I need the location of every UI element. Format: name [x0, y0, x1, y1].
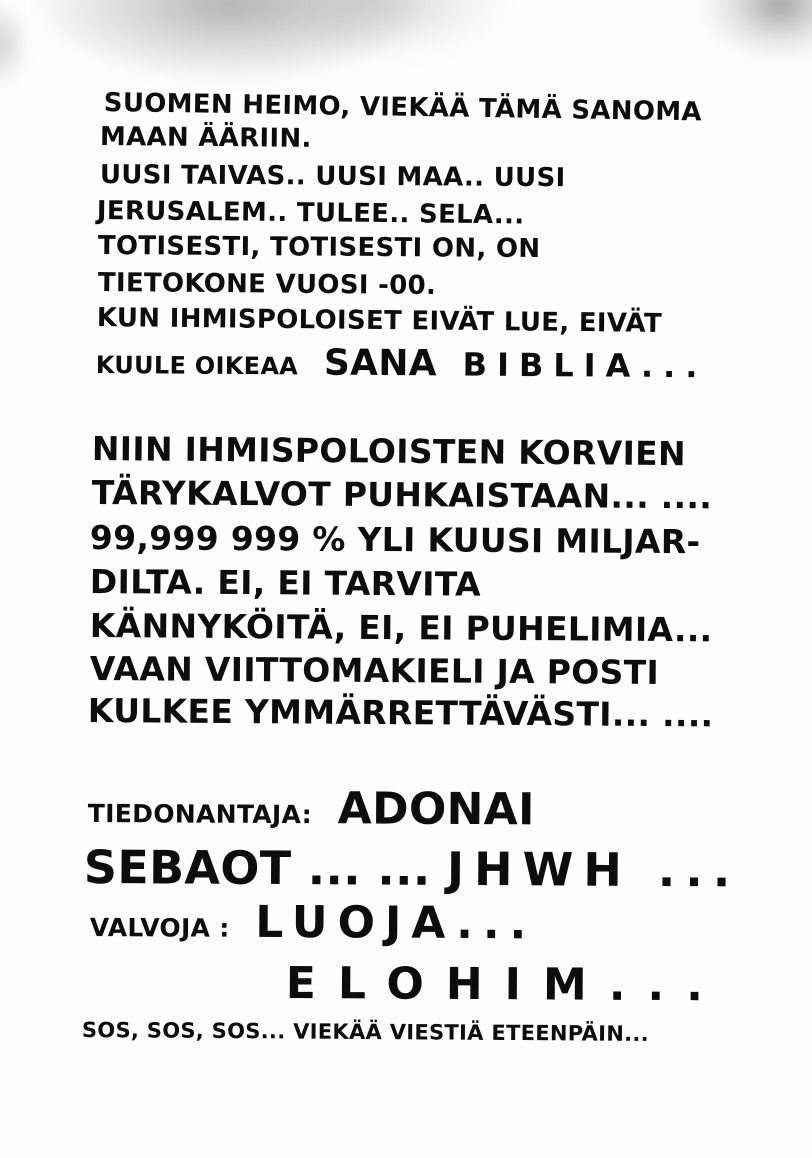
emphasis-word: SANA [323, 342, 438, 385]
scan-shadow [0, 0, 30, 90]
text-line: TOTISESTI, TOTISESTI ON, ON [97, 231, 541, 265]
text-line: DILTA. EI, EI TARVITA [89, 562, 482, 604]
text-line: 99,999 999 % YLI KUUSI MILJAR- [89, 518, 701, 562]
sebaot-text: SEBAOT ... ... [83, 840, 431, 896]
informant-name: ADONAI [337, 783, 535, 836]
text-line [96, 344, 708, 384]
supervisor-name: LUOJA... [255, 896, 537, 950]
elohim-text: ELOHIM... [285, 958, 726, 1012]
text-line [83, 840, 741, 898]
text-line: UUSI TAIVAS.. UUSI MAA.. UUSI [99, 160, 566, 194]
text-line: KÄNNYKÖITÄ, EI, EI PUHELIMIA... [89, 606, 713, 650]
text-line [87, 783, 535, 836]
text-line: NIIN IHMISPOLOISTEN KORVIEN [91, 429, 687, 474]
jhwh-text: JHWH ... [446, 841, 741, 898]
text-line: KULKEE YMMÄRRETTÄVÄSTI... .... [87, 691, 714, 735]
text-line: JERUSALEM.. TULEE.. SELA... [96, 196, 525, 231]
text-line [89, 896, 537, 950]
text-line: TÄRYKALVOT PUHKAISTAAN... .... [91, 473, 713, 517]
emphasis-word: BIBLIA... [462, 345, 708, 386]
closing-line: SOS, SOS, SOS... VIEKÄÄ VIESTIÄ ETEENPÄIN... [81, 1018, 650, 1046]
scan-shadow [700, 0, 812, 60]
text-line: SUOMEN HEIMO, VIEKÄÄ TÄMÄ SANOMA [103, 88, 703, 128]
informant-label: TIEDONANTAJA: [87, 798, 313, 830]
text-line: TIETOKONE VUOSI -00. [97, 268, 437, 301]
text-line: MAAN ÄÄRIIN. [99, 122, 312, 154]
text-line: KUN IHMISPOLOISET EIVÄT LUE, EIVÄT [96, 303, 663, 339]
text-line: VAAN VIITTOMAKIELI JA POSTI [89, 649, 660, 692]
text-fragment: KUULE OIKEAA [95, 350, 299, 381]
supervisor-label: VALVOJA : [89, 912, 230, 943]
